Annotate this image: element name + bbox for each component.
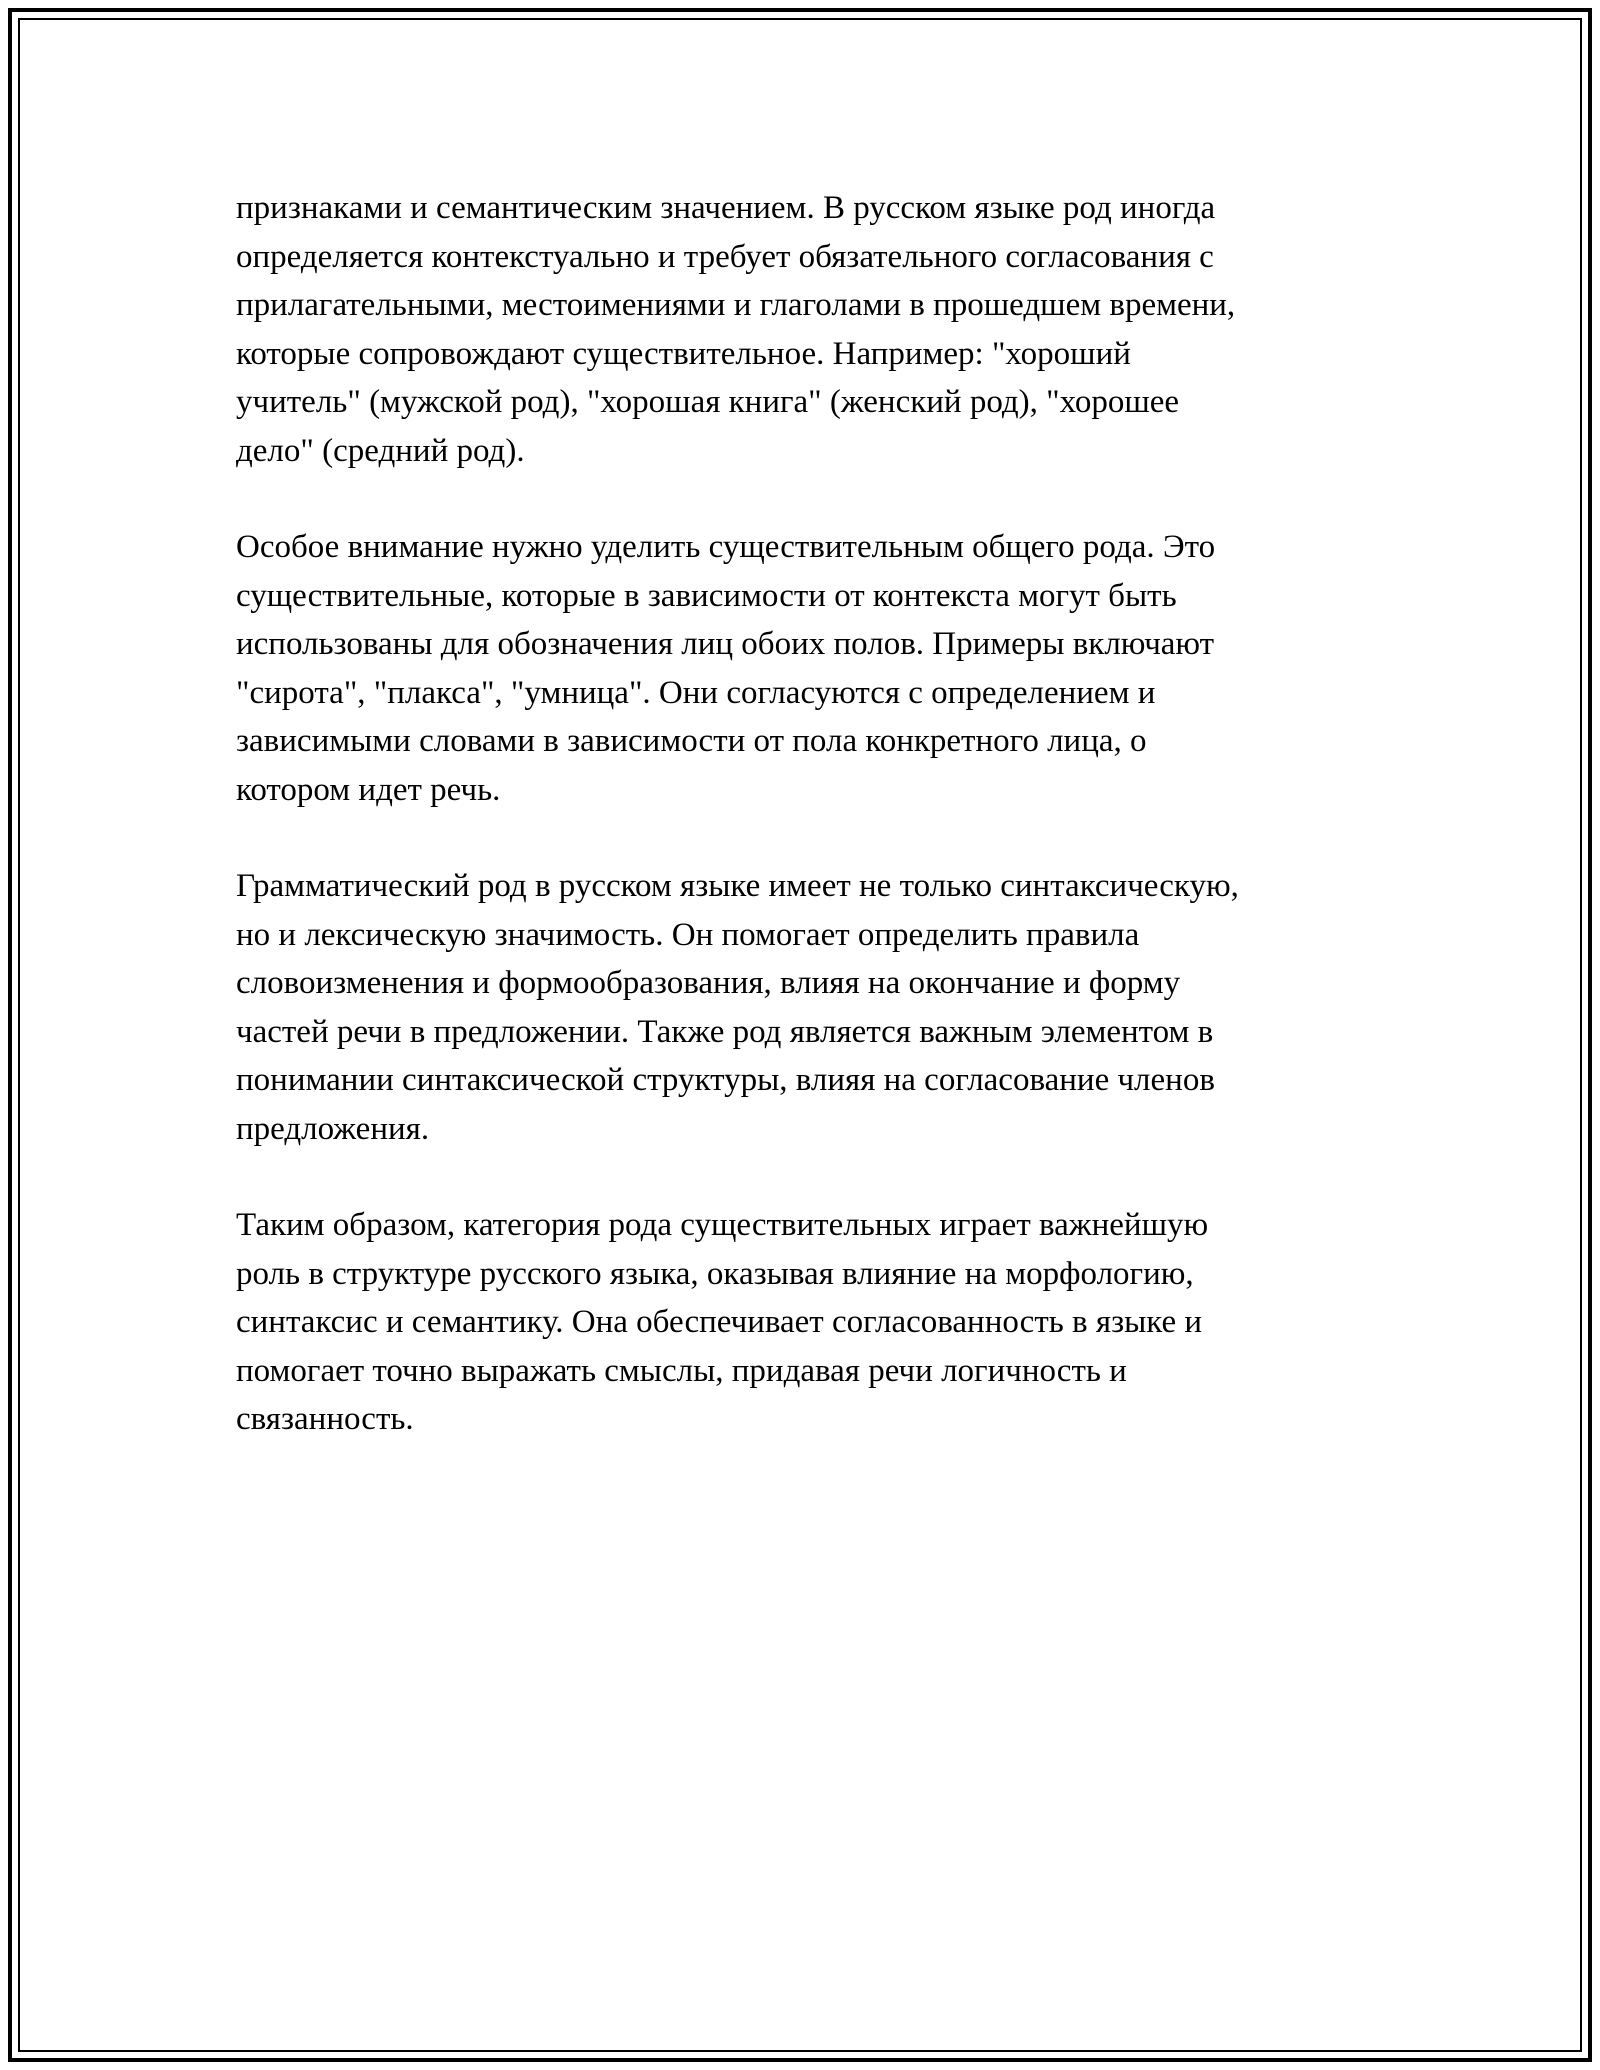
text-line: котором идет речь.	[236, 771, 501, 808]
paragraph	[236, 184, 1376, 475]
text-line: синтаксис и семантику. Она обеспечивает согласованность в языке и	[236, 1304, 1203, 1340]
text-line: понимании синтаксической структуры, влияя на согласование членов	[236, 1062, 1215, 1098]
text-line: использованы для обозначения лиц обоих полов. Примеры включают	[236, 626, 1215, 662]
text-line: частей речи в предложении. Также род является важным элементом в	[236, 1013, 1214, 1050]
text-line: зависимыми словами в зависимости от пола конкретного лица, о	[236, 723, 1147, 759]
text-line: Таким образом, категория рода существительных играет важнейшую	[236, 1207, 1209, 1243]
document-body	[236, 184, 1376, 1492]
text-line: которые сопровождают существительное. Например: "хороший	[236, 335, 1131, 372]
text-line: предложения.	[236, 1110, 430, 1147]
text-line: но и лексическую значимость. Он помогает определить правила	[236, 916, 1140, 953]
text-line: роль в структуре русского языка, оказывая влияние на морфологию,	[236, 1255, 1194, 1292]
text-line: словоизменения и формообразования, влияя на окончание и форму	[236, 965, 1181, 1001]
text-line: дело" (средний род).	[236, 432, 525, 469]
text-line: связанность.	[236, 1401, 414, 1437]
text-line: помогает точно выражать смыслы, придавая речи логичность и	[236, 1352, 1127, 1389]
paragraph	[236, 862, 1376, 1153]
text-line: признаками и семантическим значением. В русском языке род иногда	[236, 190, 1216, 226]
text-line: учитель" (мужской род), "хорошая книга" (женский род), "хорошее	[236, 384, 1180, 420]
paragraph	[236, 523, 1376, 814]
paragraph	[236, 1201, 1376, 1444]
text-line: прилагательными, местоимениями и глаголами в прошедшем времени,	[236, 287, 1236, 323]
text-line: Особое внимание нужно уделить существительным общего рода. Это	[236, 529, 1216, 565]
text-line: Грамматический род в русском языке имеет не только синтаксическую,	[236, 868, 1239, 904]
text-line: определяется контекстуально и требует обязательного согласования с	[236, 238, 1214, 275]
text-line: существительные, которые в зависимости от контекста могут быть	[236, 577, 1177, 614]
text-line: "сирота", "плакса", "умница". Они согласуются с определением и	[236, 674, 1156, 711]
